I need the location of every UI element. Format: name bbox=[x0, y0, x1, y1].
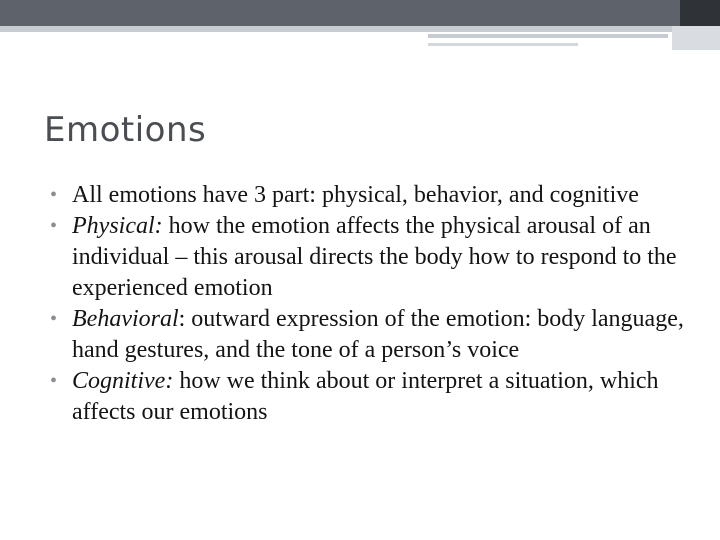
bullet-term: Behavioral bbox=[72, 306, 179, 332]
bullet-term: Cognitive: bbox=[72, 368, 174, 394]
top-decorative-band bbox=[0, 0, 720, 26]
bullet-dot-icon: • bbox=[50, 215, 58, 237]
corner-stripe bbox=[672, 26, 720, 50]
bullet-text: : outward expression of the emotion: body language, hand gestures, and the tone of a person’s voice bbox=[72, 306, 684, 363]
bullet-text: how the emotion affects the physical arousal of an individual – this arousal directs the body how to respond to the experienced emotion bbox=[72, 213, 677, 301]
bullet-item bbox=[50, 366, 690, 428]
bullet-term: Physical: bbox=[72, 213, 163, 239]
header-stripe bbox=[0, 26, 720, 32]
bullet-item bbox=[50, 180, 690, 211]
bullet-item bbox=[50, 304, 690, 366]
bullet-item bbox=[50, 211, 690, 304]
bullet-text: All emotions have 3 part: physical, behavior, and cognitive bbox=[72, 182, 639, 208]
top-corner-accent bbox=[680, 0, 720, 26]
bullet-dot-icon: • bbox=[50, 308, 58, 330]
accent-stripe-upper bbox=[428, 34, 668, 38]
slide-title: Emotions bbox=[44, 110, 207, 150]
bullet-list bbox=[50, 180, 690, 428]
bullet-text: how we think about or interpret a situation, which affects our emotions bbox=[72, 368, 659, 425]
bullet-dot-icon: • bbox=[50, 184, 58, 206]
accent-stripe-lower bbox=[428, 43, 578, 46]
bullet-dot-icon: • bbox=[50, 370, 58, 392]
